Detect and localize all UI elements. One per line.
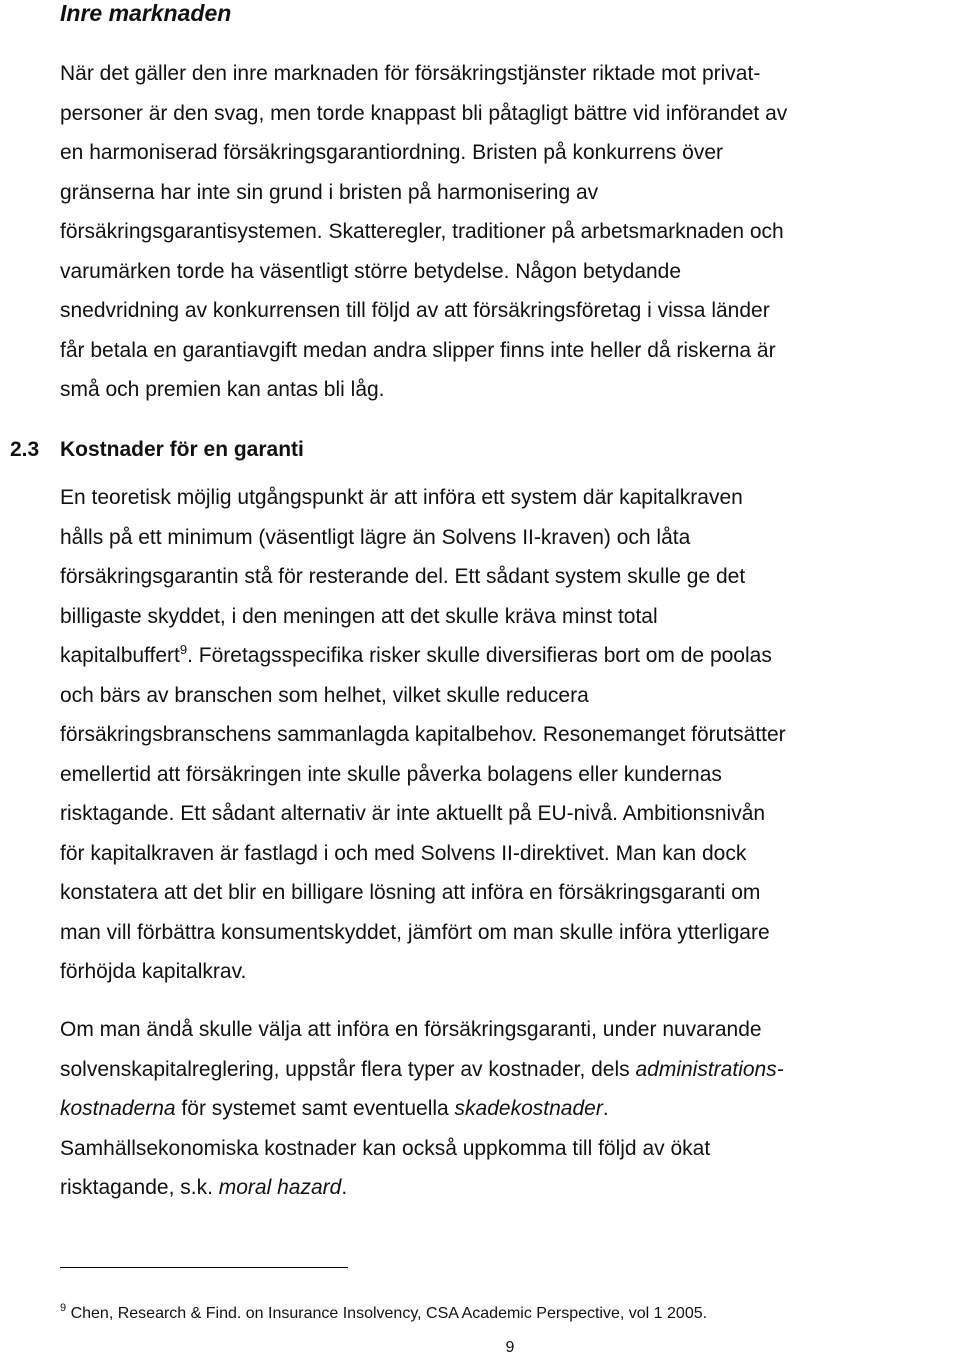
footnote	[60, 1302, 707, 1326]
text-fragment: solvenskapitalreglering, uppstår flera typer av kostnader, dels	[60, 1057, 636, 1081]
emphasis-text: kostnaderna	[60, 1097, 176, 1120]
text-line: risktagande. Ett sådant alternativ är inte aktuellt på EU-nivå. Ambitionsnivån	[60, 802, 766, 825]
text-line: En teoretisk möjlig utgångspunkt är att införa ett system där kapitalkraven	[60, 486, 743, 509]
text-line: gränserna har inte sin grund i bristen på harmonisering av	[60, 180, 599, 204]
text-line: förhöjda kapitalkrav.	[60, 960, 247, 983]
footnote-marker: 9	[60, 1302, 67, 1314]
text-line: får betala en garantiavgift medan andra slipper finns inte heller då riskerna är	[60, 338, 776, 362]
text-fragment: för systemet samt eventuella	[175, 1097, 455, 1120]
footnote-separator	[60, 1267, 348, 1268]
section-number: 2.3	[10, 438, 40, 461]
text-fragment: . Företagsspecifika risker skulle diversifieras bort om de poolas	[187, 644, 772, 667]
emphasis-text: moral hazard	[218, 1176, 342, 1199]
paragraph-inre-marknaden	[60, 54, 960, 410]
text-line: försäkringsbranschens sammanlagda kapitalbehov. Resonemanget förutsätter	[60, 723, 786, 746]
footnote-text: Chen, Research & Find. on Insurance Insolvency, CSA Academic Perspective, vol 1 2005.	[66, 1305, 708, 1322]
text-line: personer är den svag, men torde knappast bli påtagligt bättre vid införandet av	[60, 101, 788, 125]
text-line: När det gäller den inre marknaden för försäkringstjänster riktade mot privat-	[60, 62, 761, 85]
paragraph-kostnader	[60, 478, 960, 992]
text-line: emellertid att försäkringen inte skulle påverka bolagens eller kundernas	[60, 762, 722, 786]
text-line: små och premien kan antas bli låg.	[60, 378, 385, 401]
text-line: konstatera att det blir en billigare lösning att införa en försäkringsgaranti om	[60, 881, 761, 904]
text-line: försäkringsgarantin stå för resterande del. Ett sådant system skulle ge det	[60, 565, 746, 588]
text-line: hålls på ett minimum (väsentligt lägre än Solvens II-kraven) och låta	[60, 525, 691, 549]
text-fragment: .	[602, 1097, 609, 1120]
text-line	[60, 1050, 960, 1090]
text-line: för kapitalkraven är fastlagd i och med Solvens II-direktivet. Man kan dock	[60, 841, 747, 865]
section-heading-2-3	[10, 433, 304, 467]
text-line: Samhällsekonomiska kostnader kan också uppkomma till följd av ökat	[60, 1136, 711, 1160]
text-line: och bärs av branschen som helhet, vilket skulle reducera	[60, 683, 589, 707]
page-number: 9	[505, 1339, 515, 1356]
emphasis-text: administrations-	[635, 1057, 784, 1081]
text-line: billigaste skyddet, i den meningen att det skulle kräva minst total	[60, 604, 658, 628]
text-line	[60, 1168, 960, 1208]
text-line: varumärken torde ha väsentligt större betydelse. Någon betydande	[60, 259, 682, 283]
text-line	[60, 1089, 960, 1129]
text-line-with-footnote	[60, 636, 960, 676]
heading-inre-marknaden: Inre marknaden	[60, 0, 232, 26]
text-fragment: risktagande, s.k.	[60, 1176, 219, 1199]
text-line: snedvridning av konkurrensen till följd av att försäkringsföretag i vissa länder	[60, 299, 770, 322]
text-fragment: kapitalbuffert	[60, 644, 180, 667]
text-line: en harmoniserad försäkringsgarantiordning. Bristen på konkurrens över	[60, 141, 724, 164]
paragraph-kostnadstyper	[60, 1010, 960, 1208]
text-line: försäkringsgarantisystemen. Skatteregler, traditioner på arbetsmarknaden och	[60, 220, 784, 243]
text-fragment: .	[341, 1176, 348, 1199]
footnote-reference: 9	[179, 642, 188, 657]
text-line: Om man ändå skulle välja att införa en försäkringsgaranti, under nuvarande	[60, 1018, 762, 1041]
section-title: Kostnader för en garanti	[60, 438, 304, 461]
text-line: man vill förbättra konsumentskyddet, jämfört om man skulle införa ytterligare	[60, 920, 770, 944]
emphasis-text: skadekostnader	[454, 1097, 603, 1120]
